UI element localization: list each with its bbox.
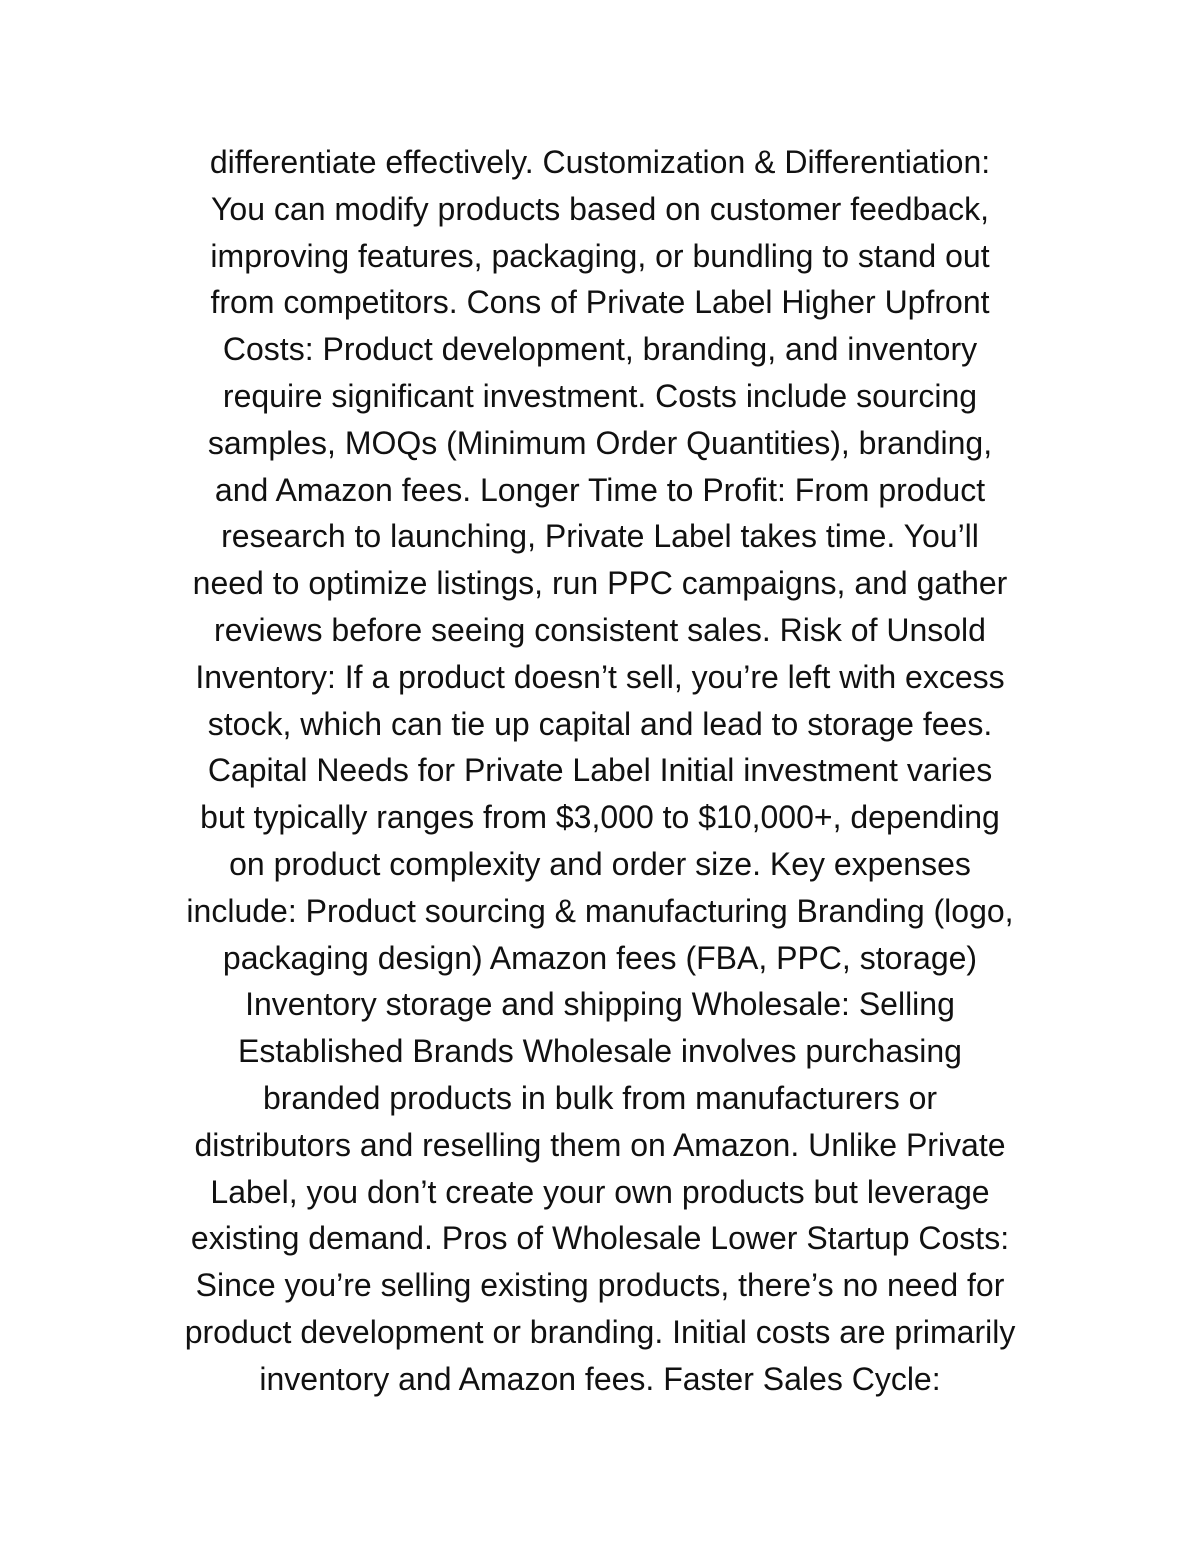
text-line: You can modify products based on customer feedback, [211, 190, 989, 227]
text-line: distributors and reselling them on Amazon. Unlike Private [194, 1126, 1006, 1163]
text-line: on product complexity and order size. Key expenses [229, 845, 971, 882]
text-line: inventory and Amazon fees. Faster Sales Cycle: [259, 1360, 941, 1397]
text-line: existing demand. Pros of Wholesale Lower Startup Costs: [190, 1220, 1010, 1257]
text-line: Since you’re selling existing products, there’s no need for [195, 1267, 1005, 1304]
text-line: Inventory storage and shipping Wholesale: Selling [245, 986, 955, 1023]
text-line: packaging design) Amazon fees (FBA, PPC, storage) [222, 939, 978, 976]
text-line: stock, which can tie up capital and lead to storage fees. [207, 705, 993, 742]
body-text [100, 139, 1100, 1403]
text-line: from competitors. Cons of Private Label Higher Upfront [210, 284, 990, 321]
text-line: need to optimize listings, run PPC campaigns, and gather [192, 565, 1008, 602]
text-line: Inventory: If a product doesn’t sell, you’re left with excess [195, 658, 1005, 695]
text-line: samples, MOQs (Minimum Order Quantities), branding, [207, 424, 993, 461]
text-line: differentiate effectively. Customization & Differentiation: [209, 144, 991, 180]
text-line: product development or branding. Initial costs are primarily [184, 1313, 1016, 1350]
text-line: improving features, packaging, or bundling to stand out [210, 237, 990, 274]
text-line: and Amazon fees. Longer Time to Profit: From product [214, 471, 986, 508]
text-line: reviews before seeing consistent sales. Risk of Unsold [214, 611, 986, 648]
text-line: Capital Needs for Private Label Initial investment varies [207, 752, 993, 789]
text-line: Established Brands Wholesale involves purchasing [238, 1033, 962, 1070]
text-line: Costs: Product development, branding, and inventory [222, 331, 978, 368]
text-line: research to launching, Private Label takes time. You’ll [221, 518, 979, 555]
text-line: but typically ranges from $3,000 to $10,000+, depending [200, 799, 1000, 836]
text-line: Label, you don’t create your own products but leverage [210, 1173, 990, 1210]
text-line: include: Product sourcing & manufacturing Branding (logo, [186, 892, 1014, 929]
text-line: branded products in bulk from manufacturers or [262, 1079, 938, 1116]
text-line: require significant investment. Costs include sourcing [222, 377, 978, 414]
